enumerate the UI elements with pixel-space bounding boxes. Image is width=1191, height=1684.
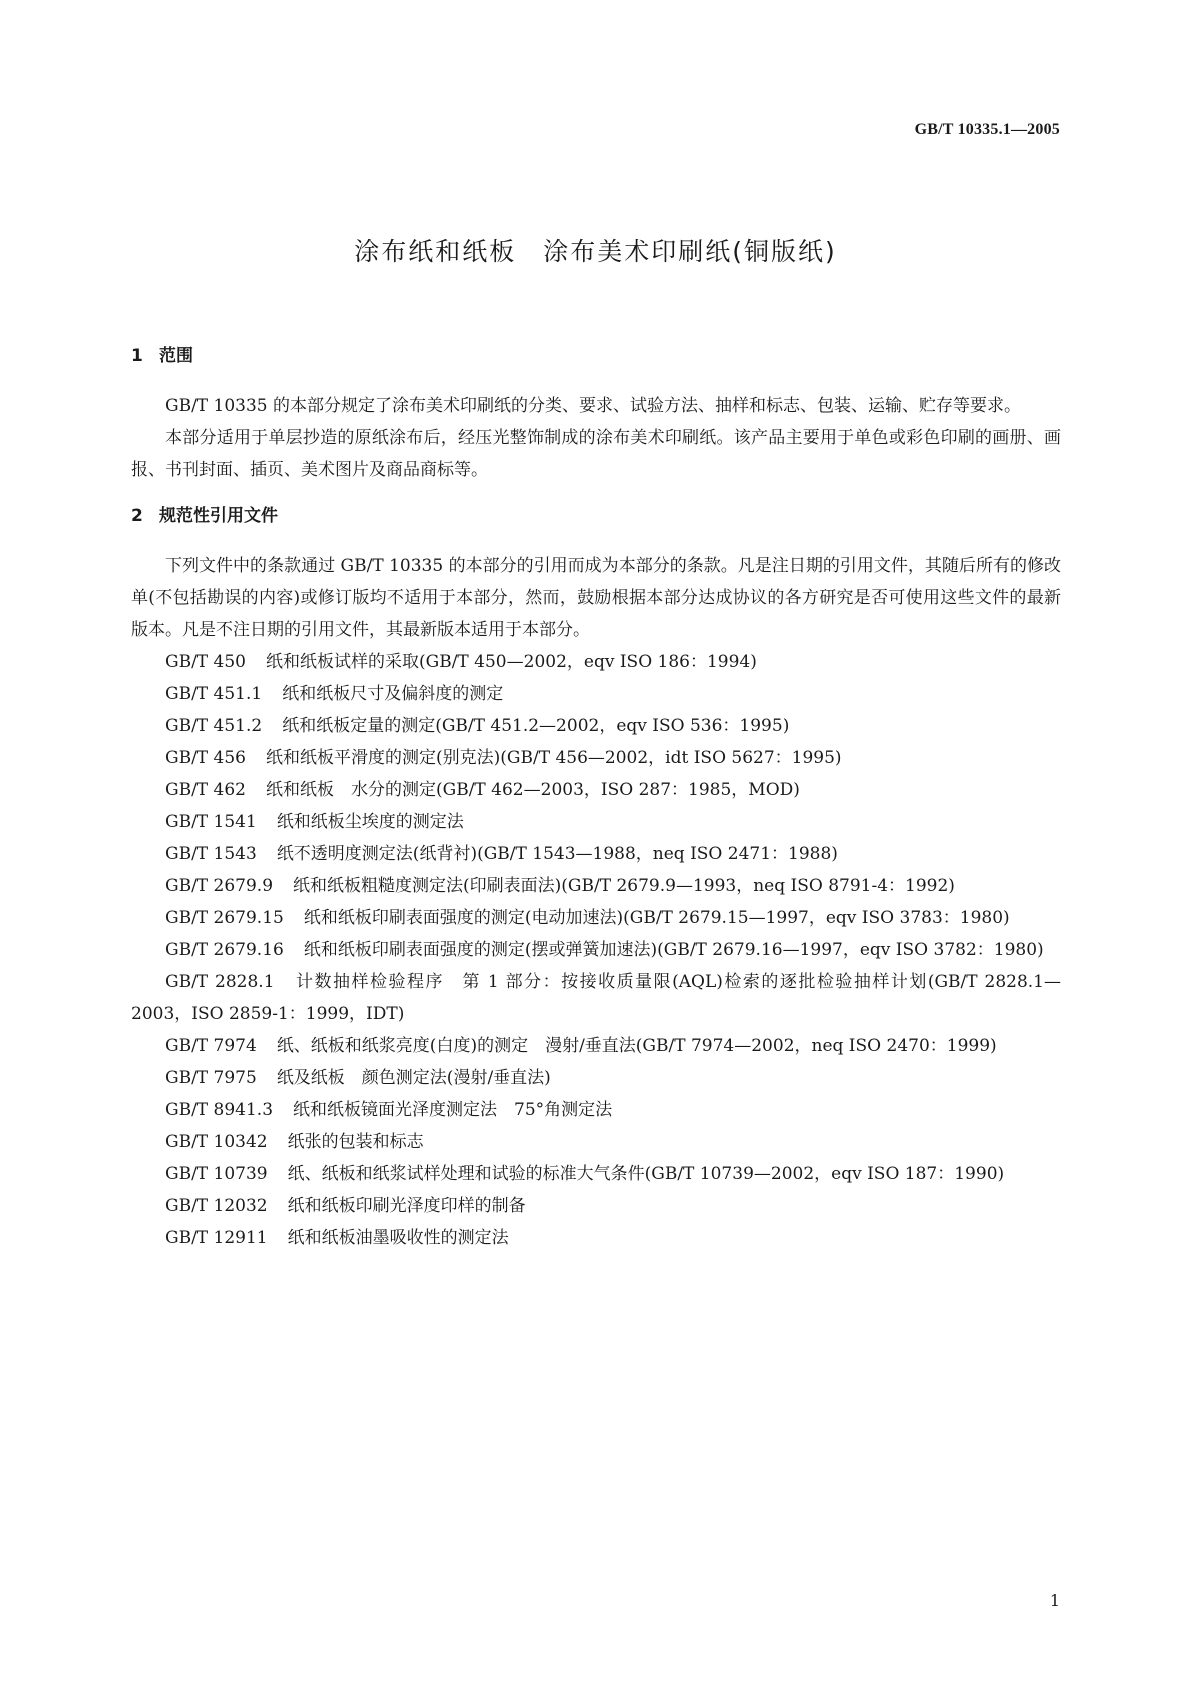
reference-title: 纸、纸板和纸浆试样处理和试验的标准大气条件(GB/T 10739—2002，eqv ISO 187：1990) — [287, 1164, 1005, 1184]
section-1-paragraph: GB/T 10335 的本部分规定了涂布美术印刷纸的分类、要求、试验方法、抽样和标志、包装、运输、贮存等要求。 — [165, 396, 1022, 416]
reference-item — [131, 1158, 1061, 1190]
document-body — [131, 340, 1061, 1254]
section-2-intro: 下列文件中的条款通过 GB/T 10335 的本部分的引用而成为本部分的条款。凡是注日期的引用文件，其随后所有的修改单(不包括勘误的内容)或修订版均不适用于本部分，然而，鼓励根据本部分达成协议的各方研究是否可使用这些文件的最新版本。凡是不注日期的引用文件，其最新版本适用于本部分。 — [131, 556, 1061, 640]
reference-code: GB/T 2679.15 — [165, 908, 284, 928]
section-1-heading — [131, 340, 1061, 372]
reference-code: GB/T 451.1 — [165, 684, 263, 704]
reference-title: 纸和纸板尘埃度的测定法 — [276, 812, 464, 832]
reference-code: GB/T 2828.1 — [165, 972, 275, 992]
page-number: 1 — [1049, 1591, 1060, 1610]
reference-code: GB/T 10342 — [165, 1132, 268, 1152]
section-1-body — [131, 390, 1061, 486]
reference-item — [131, 966, 1061, 1030]
reference-code: GB/T 1541 — [165, 812, 257, 832]
reference-item — [131, 870, 1061, 902]
reference-title: 纸和纸板 水分的测定(GB/T 462—2003，ISO 287：1985，MOD) — [266, 780, 800, 800]
reference-code: GB/T 7974 — [165, 1036, 257, 1056]
reference-title: 纸张的包装和标志 — [287, 1132, 424, 1152]
document-title: 涂布纸和纸板 涂布美术印刷纸(铜版纸) — [354, 237, 837, 266]
reference-item — [131, 646, 1061, 678]
reference-title: 纸和纸板试样的采取(GB/T 450—2002，eqv ISO 186：1994) — [266, 652, 757, 672]
reference-item — [131, 678, 1061, 710]
reference-title: 纸和纸板印刷表面强度的测定(摆或弹簧加速法)(GB/T 2679.16—1997，eqv ISO 3782：1980) — [303, 940, 1044, 960]
section-2-number: 2 — [131, 506, 143, 526]
reference-item — [131, 742, 1061, 774]
reference-item — [131, 1126, 1061, 1158]
reference-title: 纸和纸板定量的测定(GB/T 451.2—2002，eqv ISO 536：1995) — [282, 716, 790, 736]
reference-title: 纸、纸板和纸浆亮度(白度)的测定 漫射/垂直法(GB/T 7974—2002，neq ISO 2470：1999) — [276, 1036, 997, 1056]
reference-item — [131, 1094, 1061, 1126]
section-1-number: 1 — [131, 346, 143, 366]
reference-code: GB/T 450 — [165, 652, 246, 672]
reference-code: GB/T 1543 — [165, 844, 257, 864]
reference-title: 纸及纸板 颜色测定法(漫射/垂直法) — [276, 1068, 551, 1088]
reference-code: GB/T 7975 — [165, 1068, 257, 1088]
reference-code: GB/T 2679.9 — [165, 876, 274, 896]
reference-title: 纸和纸板镜面光泽度测定法 75°角测定法 — [293, 1100, 613, 1120]
reference-item — [131, 1062, 1061, 1094]
reference-code: GB/T 12911 — [165, 1228, 268, 1248]
reference-item — [131, 838, 1061, 870]
reference-item — [131, 774, 1061, 806]
reference-code: GB/T 451.2 — [165, 716, 263, 736]
reference-title: 纸和纸板粗糙度测定法(印刷表面法)(GB/T 2679.9—1993，neq ISO 8791-4：1992) — [293, 876, 955, 896]
reference-item — [131, 1222, 1061, 1254]
reference-title: 纸和纸板平滑度的测定(别克法)(GB/T 456—2002，idt ISO 5627：1995) — [266, 748, 842, 768]
reference-item — [131, 902, 1061, 934]
reference-item — [131, 1030, 1061, 1062]
reference-title: 纸和纸板印刷光泽度印样的制备 — [287, 1196, 526, 1216]
reference-item — [131, 710, 1061, 742]
section-1-paragraph: 本部分适用于单层抄造的原纸涂布后，经压光整饰制成的涂布美术印刷纸。该产品主要用于单色或彩色印刷的画册、画报、书刊封面、插页、美术图片及商品商标等。 — [131, 428, 1061, 480]
reference-code: GB/T 10739 — [165, 1164, 268, 1184]
reference-title: 纸和纸板油墨吸收性的测定法 — [287, 1228, 509, 1248]
reference-code: GB/T 8941.3 — [165, 1100, 274, 1120]
reference-code: GB/T 456 — [165, 748, 246, 768]
section-1-title: 范围 — [159, 346, 193, 366]
normative-references-list — [131, 646, 1061, 1254]
reference-title: 计数抽样检验程序 第 1 部分：按接收质量限(AQL)检索的逐批检验抽样计划(GB/T 2828.1—2003，ISO 2859-1：1999，IDT) — [131, 972, 1061, 1024]
section-2-title: 规范性引用文件 — [159, 506, 278, 526]
reference-code: GB/T 462 — [165, 780, 246, 800]
reference-code: GB/T 2679.16 — [165, 940, 284, 960]
reference-title: 纸和纸板尺寸及偏斜度的测定 — [282, 684, 504, 704]
reference-code: GB/T 12032 — [165, 1196, 268, 1216]
reference-title: 纸不透明度测定法(纸背衬)(GB/T 1543—1988，neq ISO 2471：1988) — [276, 844, 838, 864]
reference-title: 纸和纸板印刷表面强度的测定(电动加速法)(GB/T 2679.15—1997，eqv ISO 3783：1980) — [303, 908, 1010, 928]
reference-item — [131, 806, 1061, 838]
reference-item — [131, 934, 1061, 966]
reference-item — [131, 1190, 1061, 1222]
standard-number: GB/T 10335.1—2005 — [914, 121, 1060, 138]
section-2-heading — [131, 500, 1061, 532]
